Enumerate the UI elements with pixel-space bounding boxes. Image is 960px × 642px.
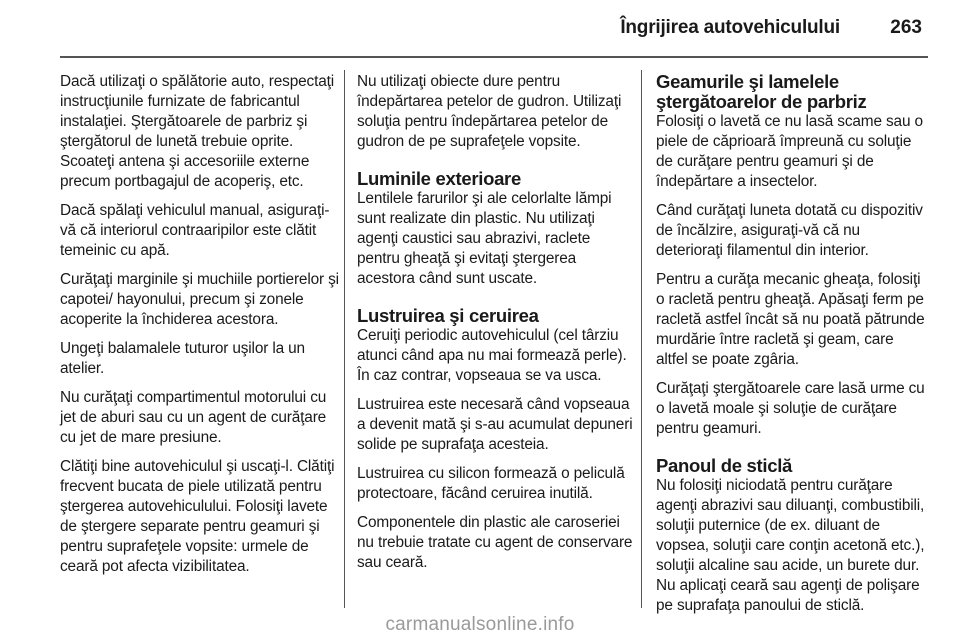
watermark-text: carmanualsonline.info bbox=[385, 614, 575, 635]
paragraph: Nu utilizaţi obiecte dure pentru îndepărtarea petelor de gudron. Utilizaţi soluţia pentru îndepărtarea petelor de gudron de pe suprafeţele vopsite. bbox=[357, 73, 622, 150]
page-number: 263 bbox=[890, 17, 922, 38]
page-title: Îngrijirea autovehiculului bbox=[620, 17, 840, 38]
paragraph: Nu curăţaţi compartimentul motorului cu jet de aburi sau cu un agent de curăţare cu jet de mare presiune. bbox=[60, 389, 327, 446]
column-2 bbox=[357, 72, 635, 582]
section-heading-polishing-waxing: Lustruirea şi ceruirea bbox=[357, 305, 539, 326]
column-1 bbox=[60, 72, 340, 586]
page-header bbox=[60, 0, 928, 58]
column-divider bbox=[344, 70, 345, 608]
paragraph: Curăţaţi marginile şi muchiile portierelor şi capotei/ hayonului, precum şi zonele acoperite la închiderea acestora. bbox=[60, 271, 339, 328]
column-3 bbox=[656, 72, 928, 625]
paragraph: Folosiţi o lavetă ce nu lasă scame sau o piele de căprioară împreună cu soluţie de curăţare pentru geamuri şi de îndepărtare a insectelor. bbox=[656, 113, 923, 190]
paragraph: Clătiţi bine autovehiculul şi uscaţi-l. Clătiţi frecvent bucata de piele utilizată pentru ştergerea autovehiculului. Folosiţi lavete de ştergere separate pentru geamuri şi pentru suprafeţele vopsite: urmele de ceară pot afecta vizibilitatea. bbox=[60, 458, 335, 575]
paragraph: Când curăţaţi luneta dotată cu dispozitiv de încălzire, asiguraţi-vă că nu deterioraţi filamentul din interior. bbox=[656, 202, 923, 259]
paragraph: Ceruiţi periodic autovehiculul (cel târziu atunci când apa nu mai formează perle). În caz contrar, vopseaua se va usca. bbox=[357, 327, 627, 384]
paragraph: Curăţaţi ştergătoarele care lasă urme cu o lavetă moale şi soluţie de curăţare pentru geamuri. bbox=[656, 380, 925, 437]
paragraph: Ungeţi balamalele tuturor uşilor la un atelier. bbox=[60, 340, 305, 377]
section-heading-windows-wipers: Geamurile şi lamelele ştergătoarelor de parbriz bbox=[656, 71, 867, 112]
column-divider bbox=[641, 70, 642, 608]
section-heading-exterior-lights: Luminile exterioare bbox=[357, 168, 521, 189]
paragraph: Dacă utilizaţi o spălătorie auto, respectaţi instrucţiunile furnizate de fabricantul instalaţiei. Ştergătoarele de parbriz şi ştergătorul de lunetă trebuie oprite. Scoateţi antena şi accesoriile externe precum portbagajul de acoperiş, etc. bbox=[60, 73, 335, 190]
paragraph: Lentilele farurilor şi ale celorlalte lămpi sunt realizate din plastic. Nu utilizaţi agenţi caustici sau abrazivi, raclete pentru gheaţă şi evitaţi ştergerea acestora când sunt uscate. bbox=[357, 190, 612, 287]
paragraph: Lustruirea este necesară când vopseaua a devenit mată şi s-au acumulat depuneri solide pe suprafaţa acesteia. bbox=[357, 396, 633, 453]
section-heading-glass-panel: Panoul de sticlă bbox=[656, 455, 793, 476]
paragraph: Pentru a curăţa mecanic gheaţa, folosiţi o racletă pentru gheaţă. Apăsaţi ferm pe racletă astfel încât să nu poată pătrunde murdărie între racletă şi geam, care altfel se poate zgâria. bbox=[656, 271, 925, 368]
paragraph: Componentele din plastic ale caroseriei nu trebuie tratate cu agent de conservare sau ceară. bbox=[357, 514, 633, 571]
paragraph: Nu folosiţi niciodată pentru curăţare agenţi abrazivi sau diluanţi, combustibili, soluţii puternice (de ex. diluant de vopsea, soluţii care conţin acetonă etc.), soluţii alcaline sau acide, un burete dur. Nu aplicaţi ceară sau agenţi de polişare pe suprafaţa panoului de sticlă. bbox=[656, 477, 925, 614]
paragraph: Dacă spălaţi vehiculul manual, asiguraţi-vă că interiorul contraaripilor este clătit temeinic cu apă. bbox=[60, 202, 330, 259]
paragraph: Lustruirea cu silicon formează o peliculă protectoare, făcând ceruirea inutilă. bbox=[357, 465, 625, 502]
